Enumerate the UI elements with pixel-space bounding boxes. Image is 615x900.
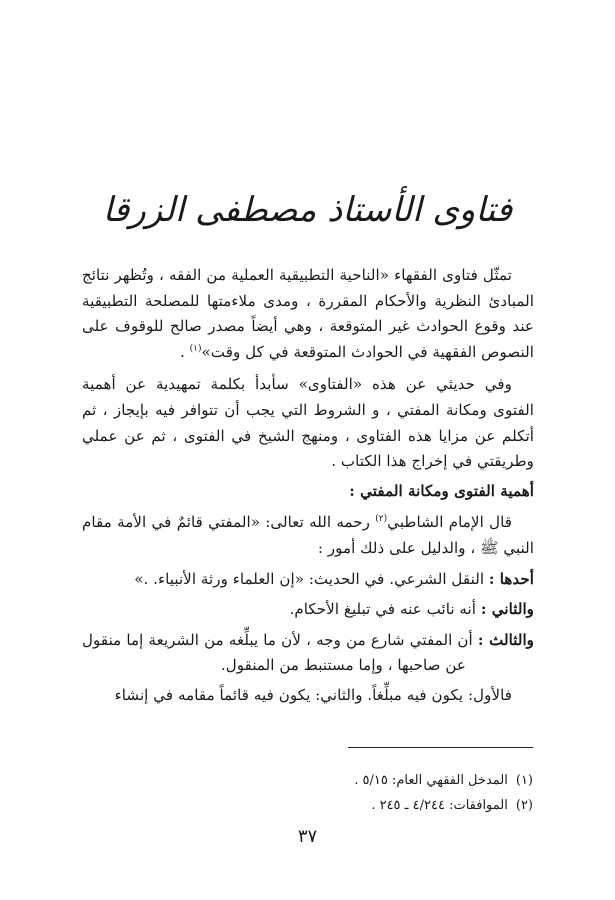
point-second [82,597,534,623]
footnote-ref-1[interactable]: (١) [189,343,202,354]
main-text [82,263,534,709]
point-label: والثالث : [477,630,534,649]
last-paragraph: فالأول: يكون فيه مبلِّغاً. والثاني: يكون فيه قائماً مقامه في إنشاء [114,685,512,704]
page-title: فتاوى الأستاذ مصطفى الزرقا [102,190,513,230]
footnote-text: المدخل الفقهي العام: ٥/١٥ . [354,773,508,788]
shatibi-before: قال الإمام الشاطبي [387,513,512,532]
footnote-2 [81,793,533,818]
footnote-mark: (١) [515,773,533,788]
plan-paragraph: وفي حديثي عن هذه «الفتاوى» سأبدأ بكلمة تمهيدية عن أهمية الفتوى ومكانة المفتي ، و الشروط التي يجب أن تتوافر فيه بإيجاز ، ثم أتكلم عن مزايا هذه الفتاوى ، ومنهج الشيخ في الفتوى ، ثم عن عملي وطريقتي في إخراج هذا الكتاب . [82,375,534,471]
point-label: والثاني : [480,600,534,619]
point-label: أحدها : [488,569,534,588]
shatibi-paragraph [82,510,534,561]
point-first [82,567,534,593]
footnote-ref-2[interactable]: (٢) [375,514,388,525]
footnote-text: الموافقات: ٤/٢٤٤ ـ ٢٤٥ . [371,798,508,813]
page-number: ٣٧ [297,826,318,847]
footnote-1 [81,768,533,793]
point-text: النقل الشرعي. في الحديث: «إن العلماء ورثة الأنبياء. .» [134,569,489,588]
point-text: أن المفتي شارع من وجه ، لأن ما يبلِّغه من الشريعة إما منقول عن صاحبها ، وإما مستنبط من المنقول. [82,630,478,675]
section-heading: أهمية الفتوى ومكانة المفتي : [349,481,534,500]
intro-text: تمثّل فتاوى الفقهاء «الناحية التطبيقية العملية من الفقه ، وتُظهر نتائج المبادئ النظرية والأحكام المقررة ، ومدى ملاءمتها للمصلحة التطبيقية عند وقوع الحوادث غير المتوقعة ، وهي أيضاً مصدر صالح للوقوف على النصوص الفقهية في الحوادث المتوقعة في كل وقت» [82,266,534,361]
intro-paragraph [82,263,534,365]
point-text: أنه نائب عنه في تبليغ الأحكام. [289,600,481,619]
footnote-mark: (٢) [515,798,533,813]
footnotes [81,768,533,818]
shatibi-after: رحمه الله تعالى: «المفتي قائمٌ في الأمة مقام النبي ﷺ ، والدليل على ذلك أمور : [82,513,534,557]
intro-end: . [179,342,190,361]
point-third [82,628,534,679]
footnote-separator [348,747,533,748]
